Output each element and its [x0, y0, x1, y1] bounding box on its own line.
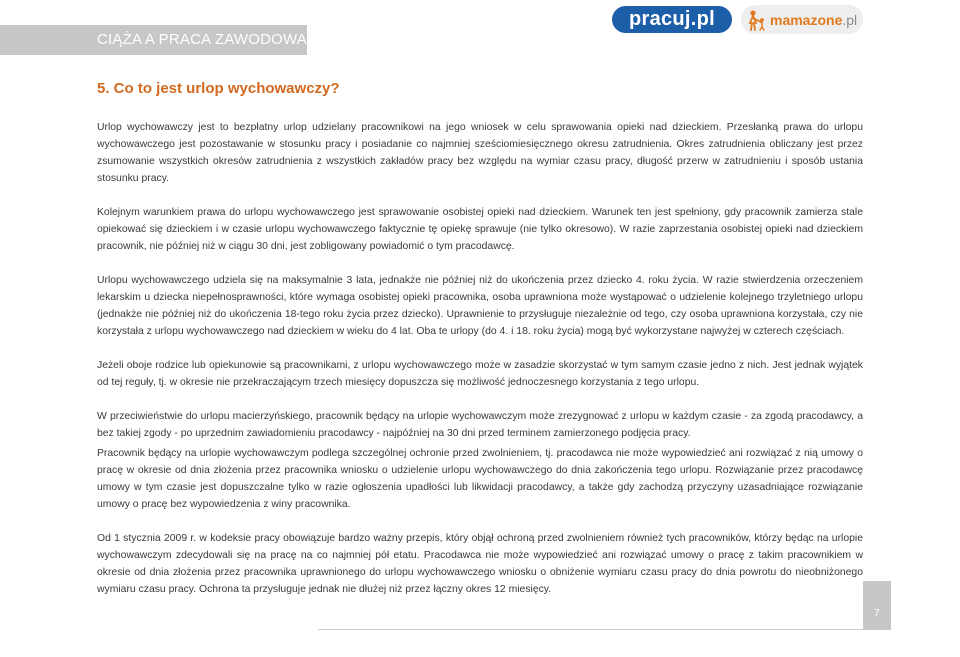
section-title: 5. Co to jest urlop wychowawczy?: [97, 80, 340, 97]
paragraph-personal-care: Kolejnym warunkiem prawa do urlopu wychowawczego jest sprawowanie osobistej opieki nad dzieckiem. Warunek ten jest spełniony, gdy pracownik zamierza stale opiekować się dzieckiem i w czasie urlopu wychowawczego faktycznie tę opiekę sprawuje (nie tylko okresowo). W razie zaprzestania osobistej opieki nad dzieckiem pracownik, nie później niż w ciągu 30 dni, jest zobligowany powiadomić o tym pracodawcę.: [97, 207, 863, 252]
mother-child-icon: [747, 9, 767, 31]
paragraph-both-parents: Jeżeli oboje rodzice lub opiekunowie są pracownikami, z urlopu wychowawczego może w zasadzie skorzystać w tym samym czasie jedno z nich. Jest jednak wyjątek od tej reguły, tj. w okresie nie przekraczającym trzech miesięcy dopuszcza się możliwość jednoczesnego korzystania z tego urlopu.: [97, 360, 863, 388]
page-number: 7: [874, 608, 880, 619]
document-header-title: CIĄŻA A PRACA ZAWODOWA: [97, 31, 307, 48]
document-body: [97, 119, 863, 598]
paragraph-duration: Urlopu wychowawczego udziela się na maksymalnie 3 lata, jednakże nie później niż do ukończenia przez dziecko 4. roku życia. W razie stwierdzenia orzeczeniem lekarskim u dziecka niepełnosprawności, które wymaga osobistej opieki pracownika, osoba uprawniona może wystąpować o udzielenie kolejnego trzyletniego urlopu (jednakże nie później niż do ukończenia 18-tego roku życia przez dziecko). Uprawnienie to przysługuje niezależnie od tego, czy osoba uprawniona korzystała, czy nie korzystała z urlopu wychowawczego nad dzieckiem w wieku do 4 lat. Oba te urlopy (do 4. i 18. roku życia) mogą być wykorzystane najwyżej w czterech częściach.: [97, 275, 863, 337]
paragraph-protection: Pracownik będący na urlopie wychowawczym podlega szczególnej ochronie przed zwolnieniem, tj. pracodawca nie może wypowiedzieć ani rozwiązać z nią umowy o pracę w okresie od dnia złożenia przez pracownika wniosku o udzielenie urlopu wychowawczego do dnia zakończenia tego urlopu. Rozwiązanie przez pracodawcę umowy w tym czasie jest dopuszczalne tylko w razie ogłoszenia upadłości lub likwidacji pracodawcy, a także gdy zachodzą przyczyny uzasadniające rozwiązanie umowy o pracę bez wypowiedzenia z winy pracownika.: [97, 448, 863, 510]
mamazone-logo: [741, 5, 863, 34]
footer-divider: [318, 629, 863, 630]
paragraph-part-time-protection: Od 1 stycznia 2009 r. w kodeksie pracy obowiązuje bardzo ważny przepis, który objął ochroną przed zwolnieniem również tych pracowników, którzy będąc na urlopie wychowawczym zdecydowali się na pracę na co najmniej pół etatu. Pracodawca nie może wypowiedzieć ani rozwiązać umowy o pracę z takim pracownikiem w okresie od dnia złożenia przez pracownika uprawnionego do urlopu wychowawczego wniosku o obniżenie wymiaru czasu pracy do dnia powrotu do nieobniżonego wymiaru czasu pracy. Ochrona ta przysługuje jednak nie dłużej niż przez łączny okres 12 miesięcy.: [97, 533, 863, 595]
mamazone-logo-main: mamazone: [770, 11, 843, 28]
page-number-box: [863, 581, 891, 630]
paragraph-definition: Urlop wychowawczy jest to bezpłatny urlop udzielany pracownikowi na jego wniosek w celu sprawowania opieki nad dzieckiem. Przesłanką prawa do urlopu wychowawczego jest pozostawanie w stosunku pracy i posiadanie co najmniej sześciomiesięcznego okresu zatrudnienia. Okres zatrudnienia obliczany jest przez zsumowanie wszystkich okresów zatrudnienia z wszystkich zakładów pracy bez względu na wymiar czasu pracy, długość przerw w zatrudnieniu i sposób ustania stosunku pracy.: [97, 122, 863, 184]
pracuj-logo: [612, 6, 732, 33]
mamazone-logo-suffix: .pl: [842, 11, 858, 28]
pracuj-logo-text: pracuj.pl: [628, 8, 716, 30]
paragraph-resignation: W przeciwieństwie do urlopu macierzyńskiego, pracownik będący na urlopie wychowawczym może zrezygnować z urlopu w każdym czasie - za zgodą pracodawcy, a bez takiej zgody - po uprzednim zawiadomieniu pracodawcy - najpóźniej na 30 dni przed terminem zamierzonego podjęcia pracy.: [97, 411, 863, 439]
mamazone-logo-text: [770, 12, 857, 28]
